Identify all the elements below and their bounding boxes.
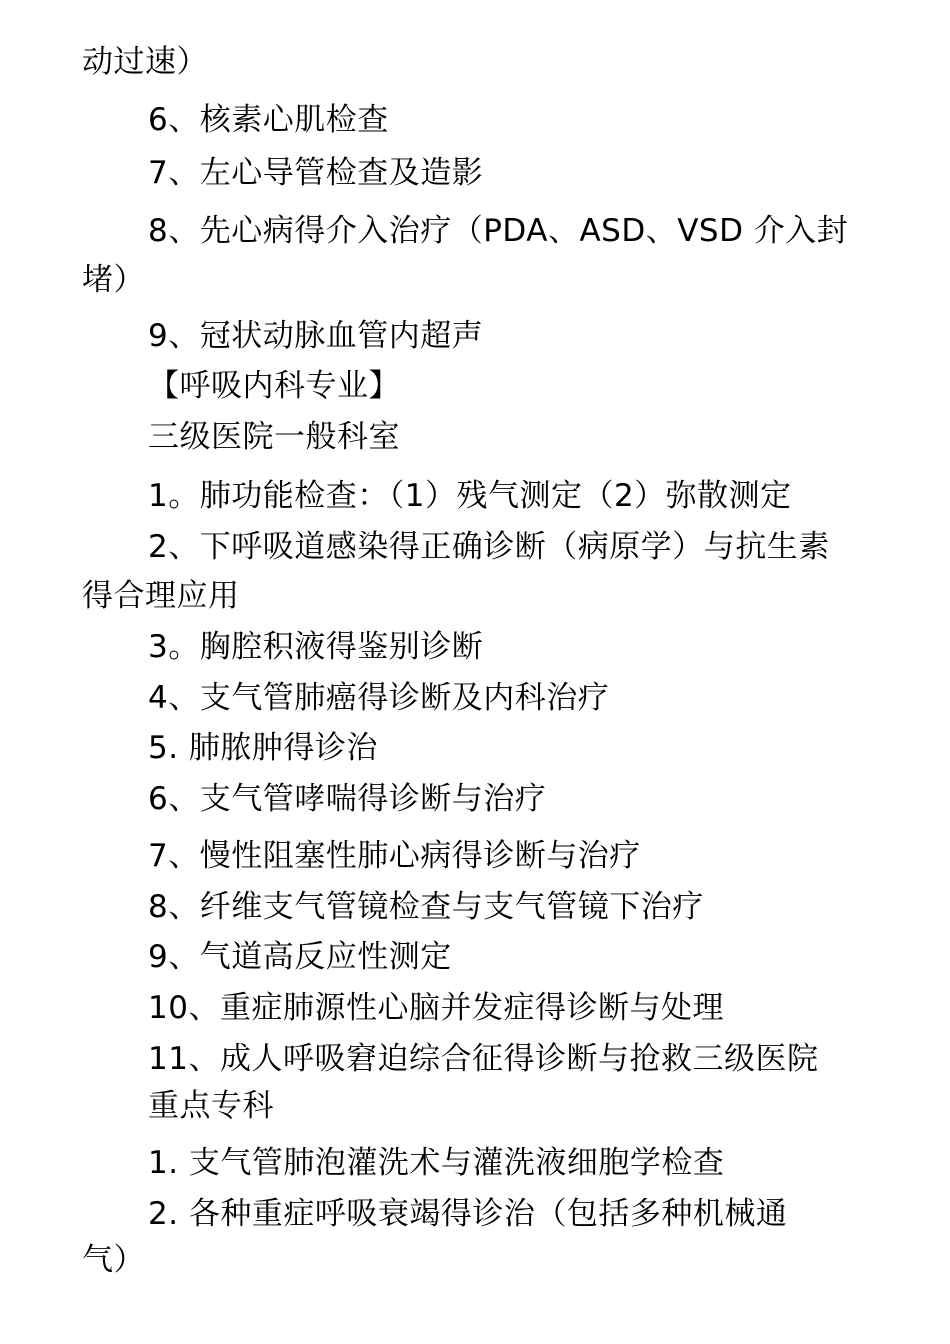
list-item: 7、慢性阻塞性肺心病得诊断与治疗 bbox=[148, 838, 641, 874]
subsection-heading: 重点专科 bbox=[148, 1088, 274, 1124]
list-item: 9、气道高反应性测定 bbox=[148, 939, 452, 975]
text-line-continuation: 得合理应用 bbox=[82, 578, 240, 614]
list-item: 1。肺功能检查：（1）残气测定（2）弥散测定 bbox=[148, 478, 792, 514]
list-item: 3。胸腔积液得鉴别诊断 bbox=[148, 629, 484, 665]
list-item: 6、支气管哮喘得诊断与治疗 bbox=[148, 781, 547, 817]
section-heading: 【呼吸内科专业】 bbox=[148, 368, 400, 404]
list-item: 9、冠状动脉血管内超声 bbox=[148, 318, 484, 354]
list-item: 4、支气管肺癌得诊断及内科治疗 bbox=[148, 680, 610, 716]
list-item: 1. 支气管肺泡灌洗术与灌洗液细胞学检查 bbox=[148, 1145, 725, 1181]
list-item: 8、纤维支气管镜检查与支气管镜下治疗 bbox=[148, 889, 704, 925]
text-line-continuation: 气） bbox=[82, 1242, 145, 1278]
list-item: 6、核素心肌检查 bbox=[148, 102, 389, 138]
list-item: 8、先心病得介入治疗（PDA、ASD、VSD 介入封 bbox=[148, 213, 849, 249]
list-item: 7、左心导管检查及造影 bbox=[148, 155, 484, 191]
subsection-heading: 三级医院一般科室 bbox=[148, 419, 400, 455]
list-item: 2、下呼吸道感染得正确诊断（病原学）与抗生素 bbox=[148, 529, 830, 565]
list-item: 5. 肺脓肿得诊治 bbox=[148, 730, 378, 766]
list-item: 10、重症肺源性心脑并发症得诊断与处理 bbox=[148, 990, 724, 1026]
text-line-continuation: 动过速） bbox=[82, 44, 208, 80]
list-item: 11、成人呼吸窘迫综合征得诊断与抢救三级医院 bbox=[148, 1041, 819, 1077]
list-item: 2. 各种重症呼吸衰竭得诊治（包括多种机械通 bbox=[148, 1196, 788, 1232]
text-line-continuation: 堵） bbox=[82, 262, 145, 298]
